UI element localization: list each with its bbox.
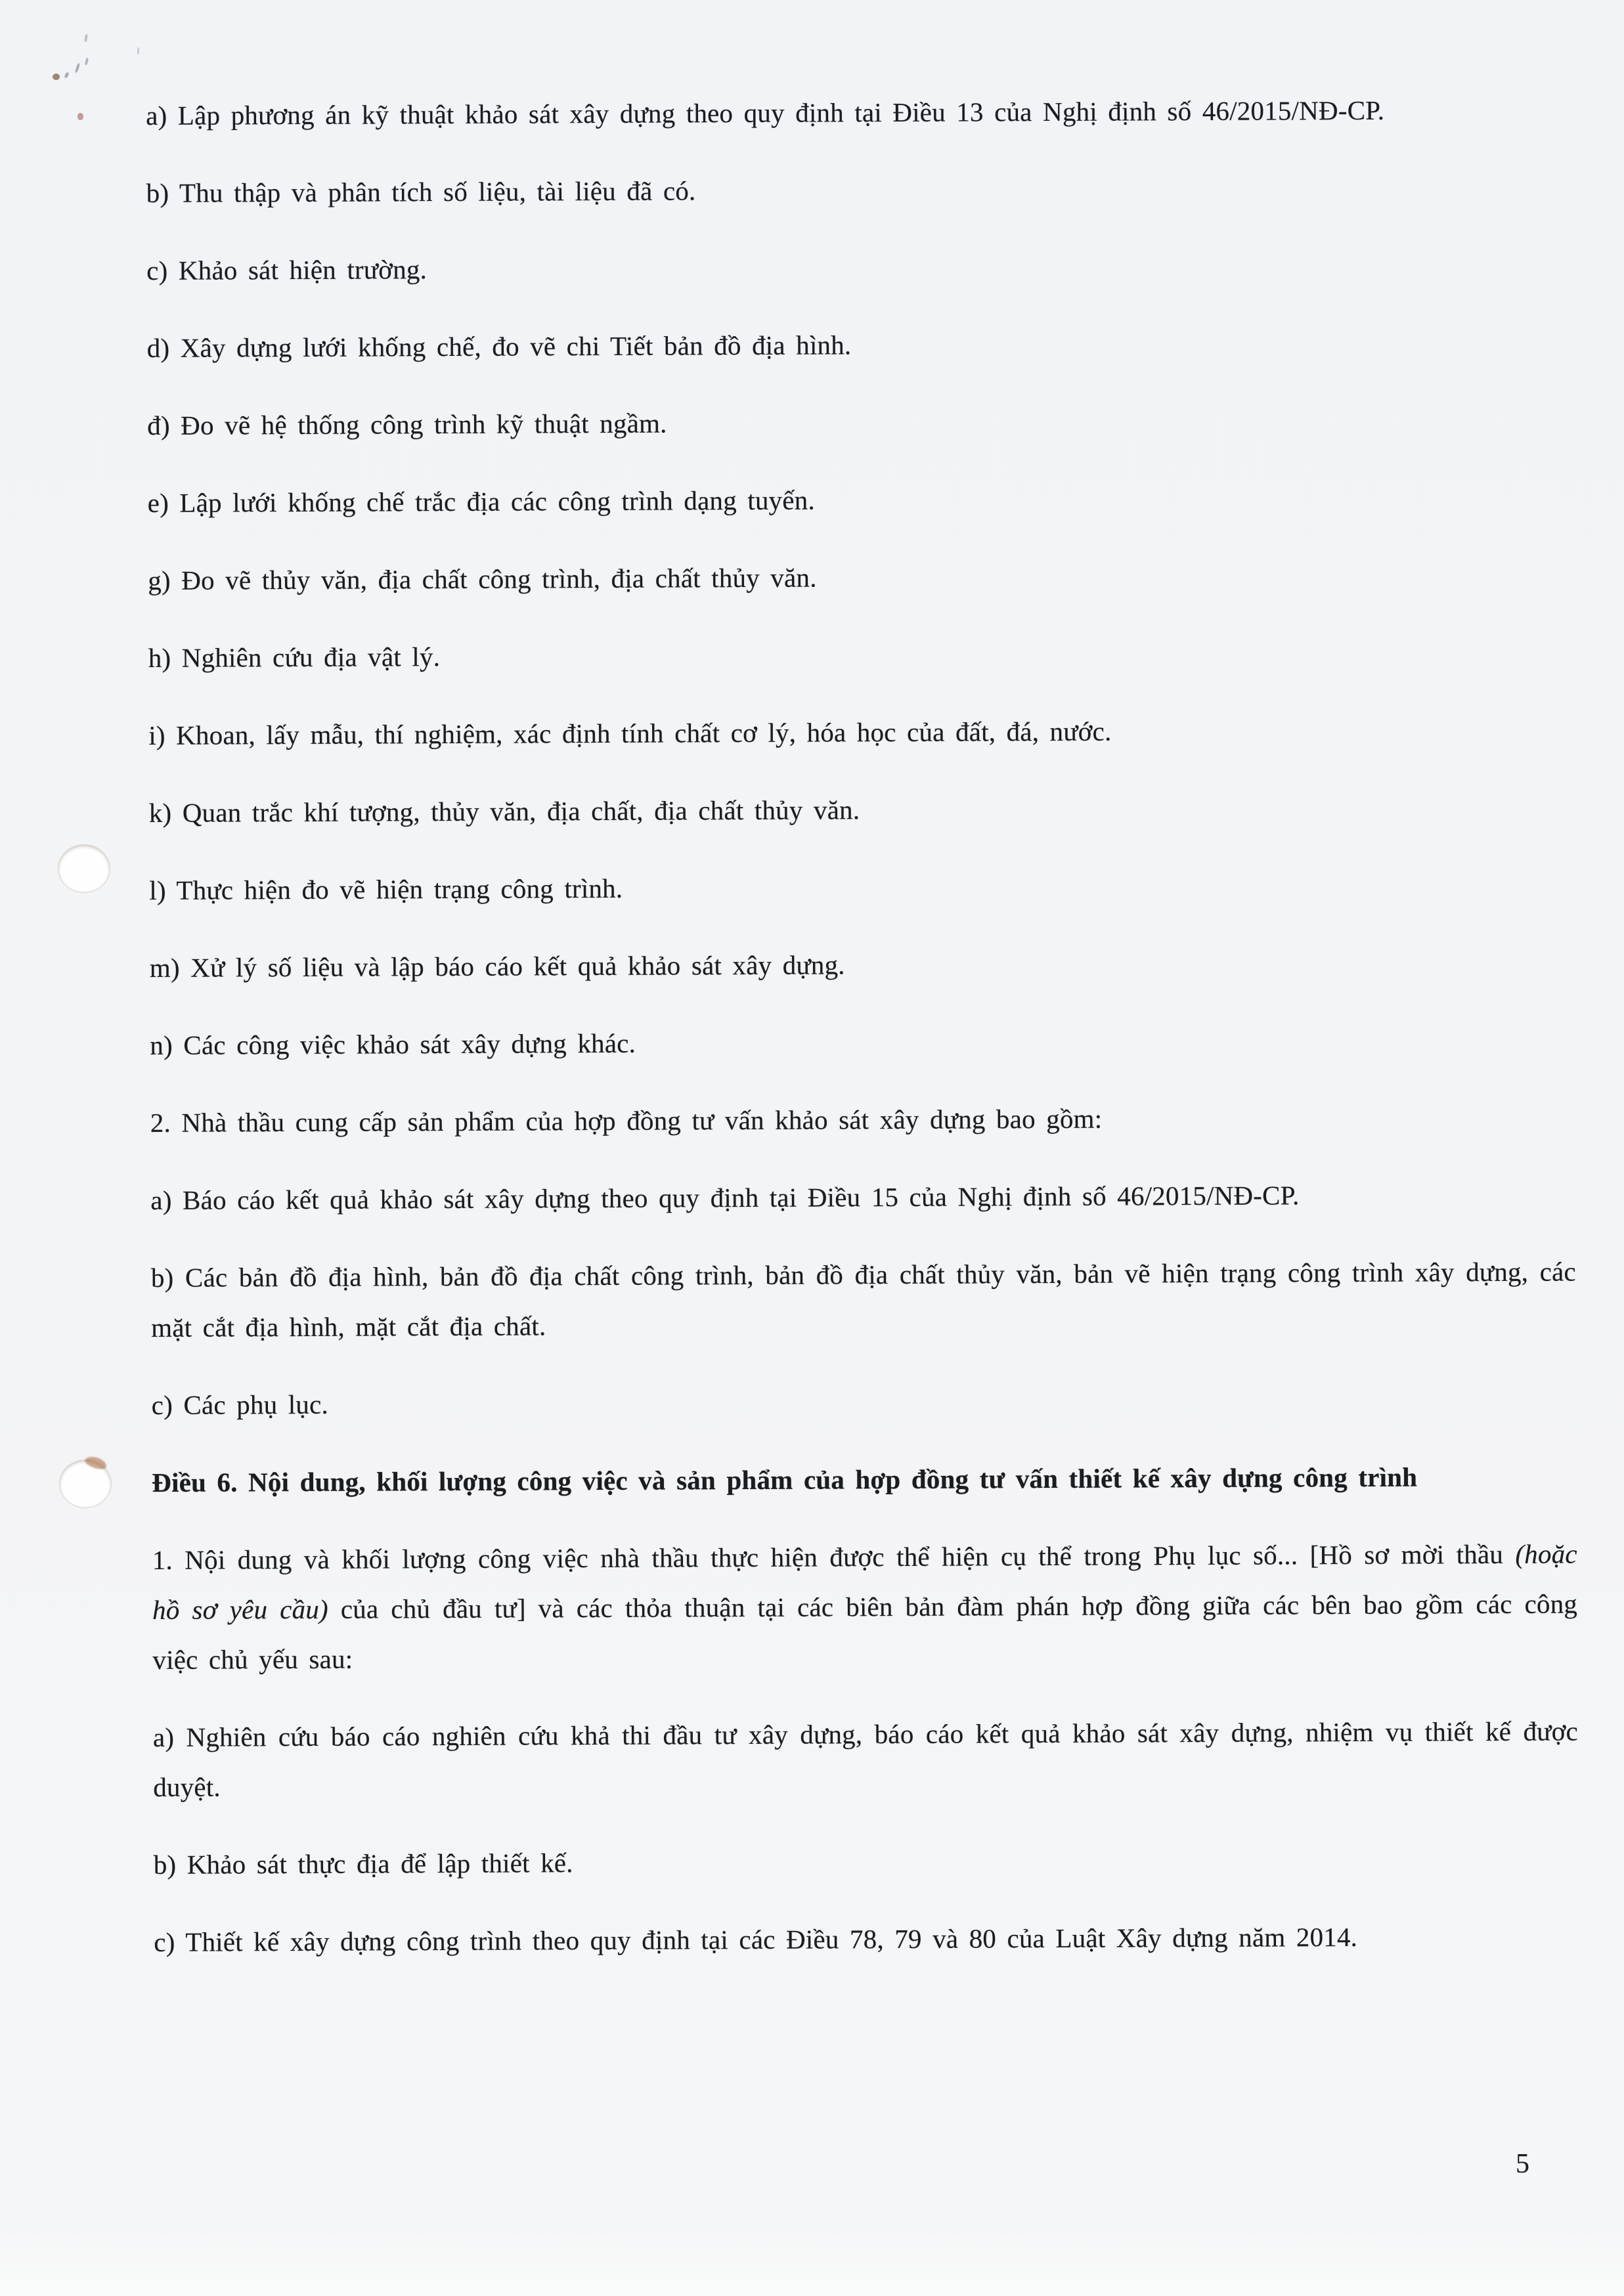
item-san-pham-b: b) Các bản đồ địa hình, bản đồ địa chất công trình, bản đồ địa chất thủy văn, bản vẽ hiện trạng công trình xây dựng, các mặt cắt địa hình, mặt cắt địa chất. [150, 1256, 1576, 1343]
item-khao-sat-k: k) Quan trắc khí tượng, thủy văn, địa chất, địa chất thủy văn. [148, 794, 860, 828]
item-khao-sat-a: a) Lập phương án kỹ thuật khảo sát xây dựng theo quy định tại Điều 13 của Nghị định số 46/2015/NĐ-CP. [146, 95, 1385, 131]
heading-dieu-6: Điều 6. Nội dung, khối lượng công việc và sản phẩm của hợp đồng tư vấn thiết kế xây dựng công trình [152, 1462, 1418, 1498]
scan-speck [137, 47, 139, 54]
item-khao-sat-m: m) Xử lý số liệu và lập báo cáo kết quả khảo sát xây dựng. [149, 949, 845, 983]
clause-5-2: 2. Nhà thầu cung cấp sản phẩm của hợp đồng tư vấn khảo sát xây dựng bao gồm: [150, 1103, 1103, 1138]
scan-speck [77, 113, 83, 120]
item-khao-sat-dd: đ) Đo vẽ hệ thống công trình kỹ thuật ngầm. [147, 408, 667, 441]
item-khao-sat-d: d) Xây dựng lưới khống chế, đo vẽ chi Tiết bản đồ địa hình. [146, 330, 852, 363]
item-khao-sat-h: h) Nghiên cứu địa vật lý. [148, 641, 441, 673]
item-khao-sat-b: b) Thu thập và phân tích số liệu, tài liệu đã có. [146, 175, 696, 208]
item-san-pham-c: c) Các phụ lục. [151, 1389, 329, 1420]
document-body [146, 85, 1579, 1995]
item-khao-sat-i: i) Khoan, lấy mẫu, thí nghiệm, xác định tính chất cơ lý, hóa học của đất, đá, nước. [148, 716, 1112, 750]
item-khao-sat-n: n) Các công việc khảo sát xây dựng khác. [150, 1028, 636, 1060]
item-khao-sat-c: c) Khảo sát hiện trường. [146, 254, 428, 286]
item-khao-sat-g: g) Đo vẽ thủy văn, địa chất công trình, địa chất thủy văn. [148, 562, 817, 596]
hole-punch-bottom [60, 1460, 111, 1507]
page-number: 5 [1516, 2149, 1529, 2179]
item-khao-sat-l: l) Thực hiện đo vẽ hiện trạng công trình. [149, 873, 623, 905]
item-thiet-ke-b: b) Khảo sát thực địa để lập thiết kế. [153, 1848, 573, 1880]
scan-speck [64, 72, 69, 78]
scan-speck [85, 58, 89, 66]
clause-6-1: 1. Nội dung và khối lượng công việc nhà thầu thực hiện được thể hiện cụ thể trong Phụ lục số... [Hồ sơ mời thầu (hoặc hồ sơ yêu cầu) của chủ đầu tư] và các thỏa thuận tại các biên bản đàm phán hợp đồng giữa các bên bao gồm các công việc chủ yếu sau: [152, 1538, 1578, 1675]
item-thiet-ke-a: a) Nghiên cứu báo cáo nghiên cứu khả thi đầu tư xây dựng, báo cáo kết quả khảo sát xây dựng, nhiệm vụ thiết kế được duyệt. [152, 1716, 1579, 1802]
scan-speck [84, 34, 88, 42]
item-san-pham-a: a) Báo cáo kết quả khảo sát xây dựng theo quy định tại Điều 15 của Nghị định số 46/2015/NĐ-CP. [150, 1180, 1300, 1215]
item-thiet-ke-c: c) Thiết kế xây dựng công trình theo quy định tại các Điều 78, 79 và 80 của Luật Xây dựng năm 2014. [154, 1921, 1358, 1957]
item-khao-sat-e: e) Lập lưới khống chế trắc địa các công trình dạng tuyến. [147, 485, 815, 518]
scan-speck [53, 74, 60, 80]
scan-speck [75, 63, 80, 74]
hole-punch-top [58, 845, 110, 892]
